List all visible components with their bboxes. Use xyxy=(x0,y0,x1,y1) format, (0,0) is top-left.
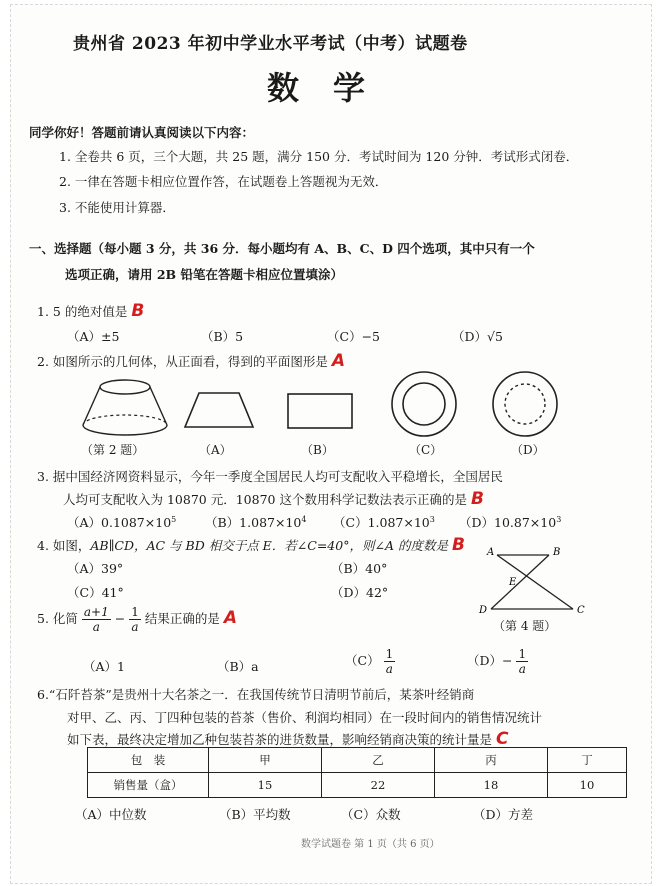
q3-line2 xyxy=(63,489,484,509)
table-cell: 18 xyxy=(435,773,548,798)
rectangle-figure xyxy=(285,391,355,431)
q4-answer: B xyxy=(451,535,465,555)
notice-item-2: 2. 一律在答题卡相应位置作答，在试题卷上答题视为无效． xyxy=(59,174,388,189)
table-header-cell: 乙 xyxy=(322,748,435,773)
q4-stem-math: AB∥CD，AC 与 BD 相交于点 E．若∠C=40°，则∠A 的度数是 xyxy=(90,538,448,553)
q6-option-a: （A）中位数 xyxy=(75,807,147,822)
q5-option-c-fraction xyxy=(384,647,396,676)
q1-option-a: （A）±5 xyxy=(67,329,120,344)
trapezoid-figure xyxy=(181,389,257,433)
q6-option-c: （C）众数 xyxy=(341,807,401,822)
q5-option-a: （A）1 xyxy=(83,659,125,674)
table-row-label: 销售量（盒） xyxy=(88,773,209,798)
frustum-figure xyxy=(75,375,175,441)
q3-option-a-exp: 5 xyxy=(171,514,177,524)
q1-answer: B xyxy=(131,301,145,321)
q2-label-b: （B） xyxy=(301,443,334,457)
q5-stem-suffix: 结果正确的是 xyxy=(144,611,220,626)
subject-title: 数学 xyxy=(267,69,400,107)
q6-answer: C xyxy=(496,729,509,749)
q3-option-b xyxy=(205,513,306,531)
q1-stem xyxy=(37,301,144,321)
q3-option-d-text: （D）10.87×10 xyxy=(459,515,557,530)
q6-line2: 对甲、乙、丙、丁四种包装的苔茶（售价、利润均相同）在一段时间内的销售情况统计 xyxy=(67,710,543,725)
section1-line1: 一、选择题（每小题 3 分，共 36 分．每小题均有 A、B、C、D 四个选项，其中只有一个 xyxy=(29,241,535,256)
q1-stem-text: 1. 5 的绝对值是 xyxy=(37,304,128,319)
q4-point-a: A xyxy=(487,547,495,558)
exam-title: 贵州省 2023 年初中学业水平考试（中考）试题卷 xyxy=(73,34,468,54)
q3-line1: 3. 据中国经济网资料显示，今年一季度全国居民人均可支配收入平稳增长，全国居民 xyxy=(37,469,503,484)
table-row xyxy=(88,773,627,798)
table-cell: 15 xyxy=(209,773,322,798)
q3-option-a xyxy=(67,513,176,531)
q6-line3 xyxy=(67,729,508,749)
q4-stem xyxy=(37,535,465,555)
q4-option-b: （B）40° xyxy=(331,561,388,576)
q4-point-d: D xyxy=(479,605,488,616)
q5-optd-num: 1 xyxy=(518,647,527,661)
concentric-circles-figure xyxy=(389,369,459,439)
q6-line1: 6.“石阡苔茶”是贵州十大名茶之一．在我国传统节日清明节前后，某茶叶经销商 xyxy=(37,687,475,702)
q1-option-d-math: √5 xyxy=(487,329,503,344)
q3-answer: B xyxy=(470,489,484,509)
q3-line2-text: 人均可支配收入为 10870 元．10870 这个数用科学记数法表示正确的是 xyxy=(63,492,467,507)
q4-point-b: B xyxy=(553,547,561,558)
q5-frac2-den: a xyxy=(131,620,139,634)
q5-answer: A xyxy=(223,608,237,628)
q4-figure xyxy=(473,543,593,617)
q5-option-c-label: （C） xyxy=(345,653,380,668)
q2-stem-text: 2. 如图所示的几何体，从正面看，得到的平面图形是 xyxy=(37,354,328,369)
q3-option-b-exp: 4 xyxy=(301,514,307,524)
q3-option-c xyxy=(333,513,435,531)
notice-item-3: 3. 不能使用计算器． xyxy=(59,200,175,215)
q5-stem xyxy=(37,605,237,634)
q5-option-b: （B）a xyxy=(217,659,259,674)
q5-option-c xyxy=(345,647,395,676)
q1-option-c: （C）−5 xyxy=(327,329,380,344)
table-header-cell: 包 装 xyxy=(88,748,209,773)
q1-option-b: （B）5 xyxy=(201,329,244,344)
q4-option-a: （A）39° xyxy=(67,561,124,576)
q5-option-d-label: （D）− xyxy=(467,653,513,668)
q2-stem xyxy=(37,351,345,371)
q6-option-d: （D）方差 xyxy=(473,807,534,822)
q2-label-d: （D） xyxy=(511,443,545,457)
q5-frac2-num: 1 xyxy=(131,605,139,619)
dashed-circles-figure xyxy=(490,369,560,439)
q5-fraction-2 xyxy=(129,605,141,634)
q5-option-d xyxy=(467,647,528,676)
q3-option-a-text: （A）0.1087×10 xyxy=(67,515,172,530)
q5-optd-den: a xyxy=(518,662,526,676)
page-footer: 数学试题卷 第 1 页（共 6 页） xyxy=(301,839,440,850)
section1-line2: 选项正确，请用 2B 铅笔在答题卡相应位置填涂） xyxy=(65,267,343,282)
q1-option-d xyxy=(452,327,503,345)
q5-frac1-num: a+1 xyxy=(83,605,109,619)
q5-frac1-den: a xyxy=(92,620,100,634)
table-cell: 22 xyxy=(322,773,435,798)
q5-option-d-fraction xyxy=(516,647,528,676)
q2-answer: A xyxy=(331,351,346,371)
q3-option-d xyxy=(459,513,561,531)
q2-figure-caption: （第 2 题） xyxy=(81,443,145,457)
q2-label-c: （C） xyxy=(409,443,443,457)
q3-option-b-text: （B）1.087×10 xyxy=(205,515,302,530)
q3-option-c-text: （C）1.087×10 xyxy=(333,515,430,530)
q5-optc-den: a xyxy=(385,662,393,676)
q4-option-c: （C）41° xyxy=(67,585,124,600)
table-row xyxy=(88,748,627,773)
q4-figure-caption: （第 4 题） xyxy=(493,619,557,633)
table-cell: 10 xyxy=(548,773,627,798)
notice-item-1: 1. 全卷共 6 页，三个大题，共 25 题，满分 150 分．考试时间为 120 分钟．考试形式闭卷． xyxy=(59,149,579,164)
q6-line3-text: 如下表，最终决定增加乙种包装苔茶的进货数量，影响经销商决策的统计量是 xyxy=(67,732,493,747)
q5-fraction-1 xyxy=(82,605,111,634)
q4-option-d: （D）42° xyxy=(331,585,389,600)
q2-label-a: （A） xyxy=(199,443,232,457)
q5-minus: − xyxy=(114,611,126,626)
notice-heading: 同学你好！答题前请认真阅读以下内容： xyxy=(29,125,255,140)
q5-optc-num: 1 xyxy=(385,647,394,661)
q4-point-c: C xyxy=(577,605,585,616)
exam-paper xyxy=(10,4,652,884)
q6-option-b: （B）平均数 xyxy=(219,807,291,822)
table-header-cell: 丁 xyxy=(548,748,627,773)
table-header-cell: 甲 xyxy=(209,748,322,773)
table-header-cell: 丙 xyxy=(435,748,548,773)
q1-option-d-label: （D） xyxy=(452,329,488,344)
q3-option-d-exp: 3 xyxy=(556,514,562,524)
q4-point-e: E xyxy=(509,577,517,588)
q4-stem-prefix: 4. 如图， xyxy=(37,538,91,553)
sales-table xyxy=(87,747,627,798)
q5-stem-prefix: 5. 化简 xyxy=(37,611,78,626)
q3-option-c-exp: 3 xyxy=(429,514,435,524)
